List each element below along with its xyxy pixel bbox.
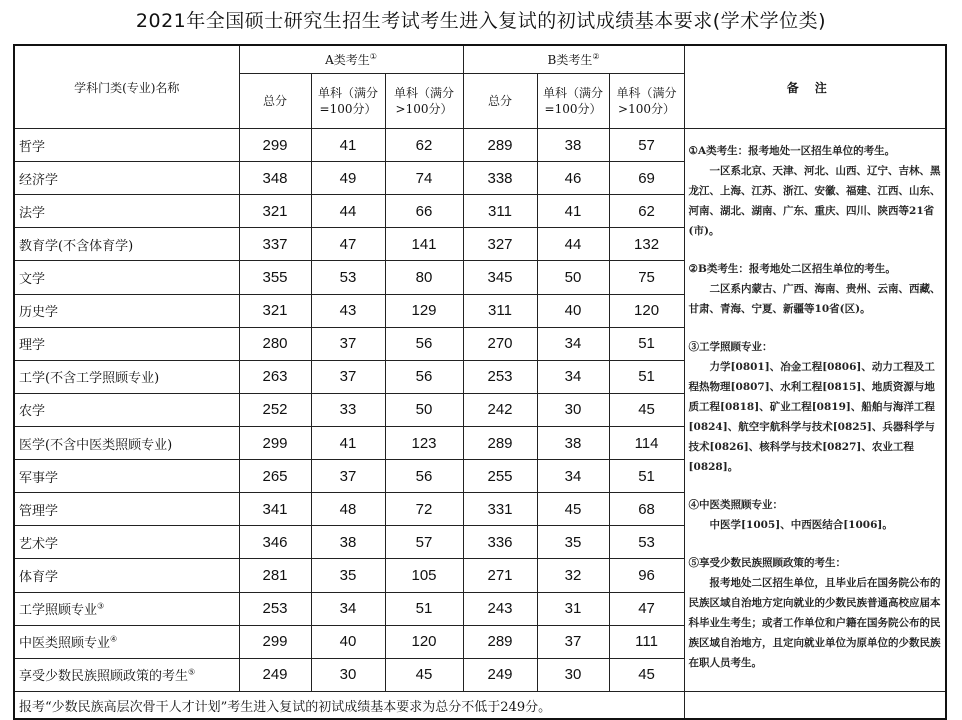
- score-b-total: 289: [463, 426, 537, 459]
- score-a-single-100: 43: [311, 294, 385, 327]
- score-a-total: 348: [239, 162, 311, 195]
- subject-name: 体育学: [14, 559, 239, 592]
- score-b-single-100: 32: [537, 559, 609, 592]
- score-b-single-100: 45: [537, 493, 609, 526]
- score-a-single-gt100: 45: [385, 658, 463, 691]
- score-a-total: 299: [239, 426, 311, 459]
- score-a-single-gt100: 66: [385, 195, 463, 228]
- score-b-total: 345: [463, 261, 537, 294]
- score-a-single-gt100: 72: [385, 493, 463, 526]
- score-b-single-100: 34: [537, 327, 609, 360]
- score-b-total: 243: [463, 592, 537, 625]
- score-a-total: 321: [239, 294, 311, 327]
- note-item: ①A类考生：报考地处一区招生单位的考生。 一区系北京、天津、河北、山西、辽宁、吉林、黑龙江、上海、江苏、浙江、安徽、福建、江西、山东、河南、湖北、湖南、广东、重庆、四川、陕西等21省(市)。: [688, 145, 941, 237]
- subject-name: 享受少数民族照顾政策的考生⑤: [14, 658, 239, 691]
- score-a-single-100: 41: [311, 129, 385, 162]
- score-a-single-100: 38: [311, 526, 385, 559]
- score-a-single-gt100: 56: [385, 360, 463, 393]
- score-b-single-100: 38: [537, 426, 609, 459]
- score-b-single-100: 34: [537, 460, 609, 493]
- score-b-single-gt100: 53: [609, 526, 684, 559]
- score-a-single-gt100: 141: [385, 228, 463, 261]
- score-a-total: 252: [239, 393, 311, 426]
- score-b-total: 289: [463, 625, 537, 658]
- score-a-total: 341: [239, 493, 311, 526]
- score-b-single-100: 30: [537, 658, 609, 691]
- score-b-single-gt100: 75: [609, 261, 684, 294]
- score-b-single-100: 44: [537, 228, 609, 261]
- score-b-single-gt100: 51: [609, 360, 684, 393]
- note-item: ④中医类照顾专业： 中医学[1005]、中西医结合[1006]。: [688, 499, 893, 531]
- score-b-single-100: 37: [537, 625, 609, 658]
- score-a-single-gt100: 56: [385, 327, 463, 360]
- score-b-total: 331: [463, 493, 537, 526]
- score-a-single-100: 34: [311, 592, 385, 625]
- score-a-single-100: 35: [311, 559, 385, 592]
- subject-name: 理学: [14, 327, 239, 360]
- score-a-single-100: 44: [311, 195, 385, 228]
- subject-name: 教育学(不含体育学): [14, 228, 239, 261]
- score-b-single-100: 34: [537, 360, 609, 393]
- score-b-single-100: 46: [537, 162, 609, 195]
- score-b-total: 242: [463, 393, 537, 426]
- score-table: [13, 44, 947, 720]
- header-a-total: 总分: [239, 74, 311, 129]
- subject-name: 经济学: [14, 162, 239, 195]
- subject-name: 医学(不含中医类照顾专业): [14, 426, 239, 459]
- subject-name: 中医类照顾专业④: [14, 625, 239, 658]
- subject-name: 艺术学: [14, 526, 239, 559]
- score-a-single-gt100: 50: [385, 393, 463, 426]
- score-a-single-gt100: 129: [385, 294, 463, 327]
- subject-name: 文学: [14, 261, 239, 294]
- score-b-total: 311: [463, 195, 537, 228]
- score-a-single-100: 48: [311, 493, 385, 526]
- score-b-single-gt100: 96: [609, 559, 684, 592]
- score-b-single-100: 31: [537, 592, 609, 625]
- score-b-single-gt100: 68: [609, 493, 684, 526]
- remarks-notes: [684, 129, 946, 692]
- score-b-single-gt100: 57: [609, 129, 684, 162]
- score-a-total: 280: [239, 327, 311, 360]
- header-remarks: 备注: [684, 45, 946, 129]
- score-a-total: 253: [239, 592, 311, 625]
- score-b-single-gt100: 132: [609, 228, 684, 261]
- score-b-single-gt100: 69: [609, 162, 684, 195]
- score-a-single-gt100: 51: [385, 592, 463, 625]
- header-name: 学科门类(专业)名称: [14, 45, 239, 129]
- subject-name: 工学(不含工学照顾专业): [14, 360, 239, 393]
- subject-name: 管理学: [14, 493, 239, 526]
- score-a-total: 299: [239, 129, 311, 162]
- score-a-single-gt100: 123: [385, 426, 463, 459]
- score-b-total: 271: [463, 559, 537, 592]
- score-b-total: 289: [463, 129, 537, 162]
- score-a-total: 265: [239, 460, 311, 493]
- header-b-total: 总分: [463, 74, 537, 129]
- score-a-single-gt100: 57: [385, 526, 463, 559]
- subject-name: 哲学: [14, 129, 239, 162]
- score-b-single-100: 38: [537, 129, 609, 162]
- score-a-single-100: 41: [311, 426, 385, 459]
- score-a-single-gt100: 62: [385, 129, 463, 162]
- score-b-total: 336: [463, 526, 537, 559]
- score-b-total: 253: [463, 360, 537, 393]
- score-b-single-gt100: 45: [609, 393, 684, 426]
- subject-name: 工学照顾专业③: [14, 592, 239, 625]
- score-b-single-100: 30: [537, 393, 609, 426]
- score-a-single-gt100: 105: [385, 559, 463, 592]
- score-a-total: 263: [239, 360, 311, 393]
- score-b-single-gt100: 47: [609, 592, 684, 625]
- score-b-total: 270: [463, 327, 537, 360]
- header-b-single-gt100: 单科（满分>100分）: [609, 74, 684, 129]
- score-b-single-100: 35: [537, 526, 609, 559]
- header-group-b: B类考生②: [463, 45, 684, 74]
- score-a-total: 321: [239, 195, 311, 228]
- score-b-single-100: 41: [537, 195, 609, 228]
- subject-name: 历史学: [14, 294, 239, 327]
- score-b-single-gt100: 111: [609, 625, 684, 658]
- score-a-single-gt100: 120: [385, 625, 463, 658]
- score-a-single-gt100: 74: [385, 162, 463, 195]
- score-a-total: 281: [239, 559, 311, 592]
- score-b-total: 249: [463, 658, 537, 691]
- score-b-total: 255: [463, 460, 537, 493]
- score-a-total: 249: [239, 658, 311, 691]
- score-b-single-gt100: 62: [609, 195, 684, 228]
- header-b-single-100: 单科（满分=100分）: [537, 74, 609, 129]
- note-item: ⑤享受少数民族照顾政策的考生： 报考地处二区招生单位，且毕业后在国务院公布的民族区域自治地方定向就业的少数民族普通高校应届本科毕业生考生；或者工作单位和户籍在国务院公布的民族区域自治地方，且定向就业单位为原单位的少数民族在职人员考生。: [688, 557, 941, 669]
- score-a-single-100: 37: [311, 327, 385, 360]
- score-b-single-gt100: 45: [609, 658, 684, 691]
- score-a-single-100: 49: [311, 162, 385, 195]
- note-item: ②B类考生：报考地处二区招生单位的考生。 二区系内蒙古、广西、海南、贵州、云南、西藏、甘肃、青海、宁夏、新疆等10省(区)。: [688, 263, 941, 315]
- subject-name: 农学: [14, 393, 239, 426]
- score-b-single-gt100: 51: [609, 327, 684, 360]
- subject-name: 法学: [14, 195, 239, 228]
- score-a-single-100: 33: [311, 393, 385, 426]
- footer-note: 报考“少数民族高层次骨干人才计划”考生进入复试的初试成绩基本要求为总分不低于249分。: [14, 692, 684, 720]
- score-b-total: 338: [463, 162, 537, 195]
- score-b-total: 327: [463, 228, 537, 261]
- score-a-single-100: 30: [311, 658, 385, 691]
- score-b-total: 311: [463, 294, 537, 327]
- score-b-single-100: 40: [537, 294, 609, 327]
- score-b-single-gt100: 120: [609, 294, 684, 327]
- table-row: [14, 129, 946, 162]
- score-a-single-100: 37: [311, 460, 385, 493]
- subject-name: 军事学: [14, 460, 239, 493]
- note-item: ③工学照顾专业： 力学[0801]、冶金工程[0806]、动力工程及工程热物理[0807]、水利工程[0815]、地质资源与地质工程[0818]、矿业工程[0819]、船舶与海洋工程[0824]、航空宇航科学与技术[0825]、兵器科学与技术[0826]、核科学与技术[0827]、农业工程[0828]。: [688, 341, 935, 473]
- header-a-single-gt100: 单科（满分>100分）: [385, 74, 463, 129]
- score-b-single-gt100: 51: [609, 460, 684, 493]
- score-b-single-gt100: 114: [609, 426, 684, 459]
- score-a-total: 337: [239, 228, 311, 261]
- score-a-single-gt100: 56: [385, 460, 463, 493]
- score-a-single-100: 53: [311, 261, 385, 294]
- score-a-single-100: 40: [311, 625, 385, 658]
- score-a-single-gt100: 80: [385, 261, 463, 294]
- header-group-a: A类考生①: [239, 45, 463, 74]
- score-a-total: 299: [239, 625, 311, 658]
- score-b-single-100: 50: [537, 261, 609, 294]
- page-title: 2021年全国硕士研究生招生考试考生进入复试的初试成绩基本要求(学术学位类): [135, 10, 827, 32]
- score-a-single-100: 37: [311, 360, 385, 393]
- score-a-total: 346: [239, 526, 311, 559]
- score-a-single-100: 47: [311, 228, 385, 261]
- header-a-single-100: 单科（满分=100分）: [311, 74, 385, 129]
- score-a-total: 355: [239, 261, 311, 294]
